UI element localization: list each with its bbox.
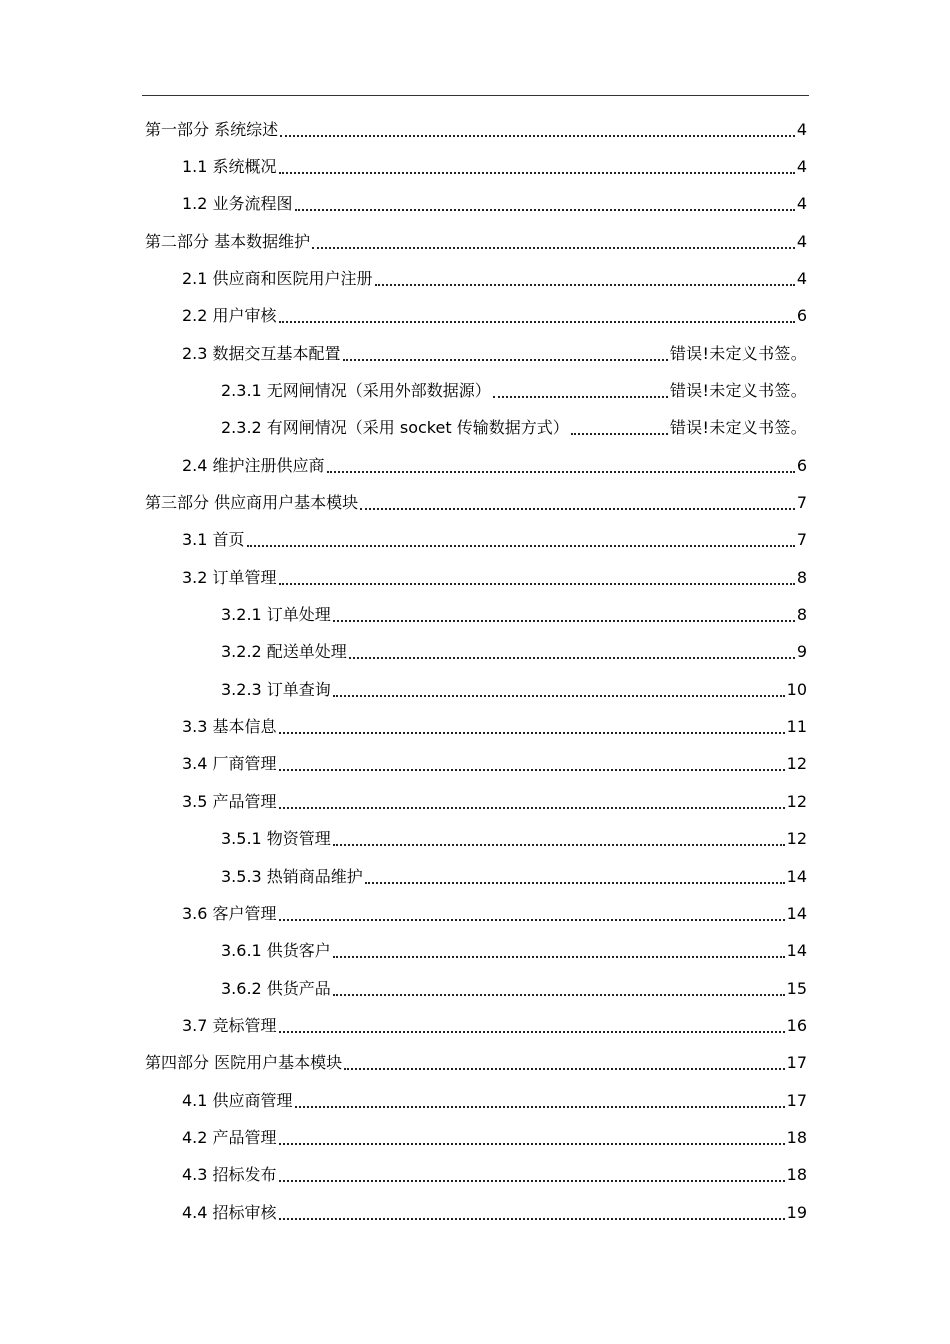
toc-entry[interactable]	[145, 485, 807, 522]
toc-entry[interactable]	[182, 783, 807, 820]
toc-entry-title: 第四部分 医院用户基本模块	[145, 1053, 343, 1073]
toc-dot-leader	[493, 380, 668, 398]
toc-page-number: 12	[786, 791, 807, 811]
toc-dot-leader	[312, 231, 795, 249]
toc-page-number: 18	[786, 1127, 807, 1147]
toc-dot-leader	[279, 1127, 785, 1145]
toc-page-number: 7	[796, 530, 807, 550]
toc-entry-title: 2.3.2 有网闸情况（采用 socket 传输数据方式）	[221, 418, 569, 438]
toc-dot-leader	[571, 417, 668, 435]
toc-page-number: 11	[786, 717, 807, 737]
toc-dot-leader	[365, 866, 785, 884]
toc-page-number: 6	[796, 455, 807, 475]
toc-entry[interactable]	[221, 671, 807, 708]
toc-dot-leader	[279, 903, 785, 921]
toc-page-number: 10	[786, 679, 807, 699]
toc-page-number: 15	[786, 978, 807, 998]
toc-entry-title: 4.1 供应商管理	[182, 1090, 293, 1110]
toc-entry-title: 2.3.1 无网闸情况（采用外部数据源）	[221, 380, 491, 400]
toc-dot-leader	[279, 567, 795, 585]
toc-page-number: 4	[796, 194, 807, 214]
toc-entry[interactable]	[182, 1007, 807, 1044]
toc-page-number: 16	[786, 1015, 807, 1035]
toc-entry-title: 第一部分 系统综述	[145, 119, 279, 139]
toc-entry[interactable]	[221, 933, 807, 970]
toc-entry[interactable]	[182, 522, 807, 559]
toc-entry-title: 3.5 产品管理	[182, 791, 277, 811]
toc-dot-leader	[375, 268, 795, 286]
toc-dot-leader	[247, 529, 795, 547]
toc-entry-title: 3.5.3 热销商品维护	[221, 866, 363, 886]
toc-page-number: 17	[786, 1053, 807, 1073]
toc-entry[interactable]	[182, 298, 807, 335]
toc-entry[interactable]	[221, 970, 807, 1007]
toc-entry[interactable]	[182, 709, 807, 746]
toc-entry-title: 3.6.2 供货产品	[221, 978, 331, 998]
toc-entry[interactable]	[145, 1045, 807, 1082]
toc-page-number: 4	[796, 156, 807, 176]
toc-entry-title: 3.2.1 订单处理	[221, 605, 331, 625]
toc-page-number: 错误!未定义书签。	[669, 380, 807, 400]
toc-entry-title: 3.2 订单管理	[182, 567, 277, 587]
toc-dot-leader	[279, 753, 785, 771]
toc-entry[interactable]	[182, 1194, 807, 1231]
toc-page-number: 7	[796, 493, 807, 512]
toc-dot-leader	[333, 604, 795, 622]
toc-dot-leader	[279, 1164, 785, 1182]
toc-dot-leader	[349, 641, 795, 659]
toc-page-number: 17	[786, 1090, 807, 1110]
toc-dot-leader	[333, 679, 785, 697]
toc-entry-title: 2.3 数据交互基本配置	[182, 343, 341, 363]
toc-entry[interactable]	[182, 895, 807, 932]
toc-entry[interactable]	[145, 111, 807, 148]
toc-page-number: 18	[786, 1165, 807, 1185]
toc-entry-title: 3.5.1 物资管理	[221, 829, 331, 849]
toc-entry[interactable]	[182, 447, 807, 484]
toc-dot-leader	[333, 940, 785, 958]
toc-entry[interactable]	[182, 186, 807, 223]
toc-page-number: 9	[796, 642, 807, 662]
toc-page-number: 14	[786, 941, 807, 961]
toc-entry[interactable]	[182, 559, 807, 596]
toc-entry[interactable]	[145, 223, 807, 260]
toc-dot-leader	[295, 193, 795, 211]
toc-entry-title: 3.2.3 订单查询	[221, 679, 331, 699]
toc-dot-leader	[279, 716, 785, 734]
toc-page-number: 8	[796, 605, 807, 625]
toc-entry-title: 1.1 系统概况	[182, 156, 277, 176]
toc-page-number: 4	[796, 119, 807, 139]
toc-entry[interactable]	[221, 634, 807, 671]
toc-entry-title: 3.2.2 配送单处理	[221, 642, 347, 662]
toc-entry[interactable]	[182, 746, 807, 783]
toc-entry-title: 3.6 客户管理	[182, 903, 277, 923]
toc-entry-title: 2.4 维护注册供应商	[182, 455, 325, 475]
toc-entry-title: 第二部分 基本数据维护	[145, 231, 311, 251]
toc-entry-title: 4.2 产品管理	[182, 1127, 277, 1147]
toc-dot-leader	[279, 156, 795, 174]
toc-entry[interactable]	[221, 821, 807, 858]
toc-entry-title: 第三部分 供应商用户基本模块	[145, 493, 359, 512]
toc-dot-leader	[333, 828, 785, 846]
toc-entry-title: 3.4 厂商管理	[182, 754, 277, 774]
toc-entry[interactable]	[182, 335, 807, 372]
toc-entry-title: 3.1 首页	[182, 530, 245, 550]
toc-entry-title: 3.3 基本信息	[182, 717, 277, 737]
toc-page-number: 19	[786, 1202, 807, 1222]
toc-dot-leader	[279, 791, 785, 809]
toc-dot-leader	[279, 1202, 785, 1220]
toc-dot-leader	[295, 1090, 785, 1108]
toc-entry[interactable]	[182, 260, 807, 297]
toc-entry-title: 3.6.1 供货客户	[221, 941, 331, 961]
toc-page-number: 6	[796, 306, 807, 326]
toc-entry[interactable]	[182, 1119, 807, 1156]
toc-entry[interactable]	[221, 372, 807, 409]
toc-page-number: 12	[786, 754, 807, 774]
toc-page-number: 错误!未定义书签。	[669, 418, 807, 438]
toc-entry[interactable]	[221, 410, 807, 447]
toc-entry-title: 2.2 用户审核	[182, 306, 277, 326]
toc-dot-leader	[343, 343, 668, 361]
toc-entry-title: 4.3 招标发布	[182, 1165, 277, 1185]
toc-dot-leader	[333, 978, 785, 996]
toc-dot-leader	[280, 119, 795, 137]
toc-entry-title: 4.4 招标审核	[182, 1202, 277, 1222]
toc-entry[interactable]	[182, 148, 807, 185]
toc-entry-title: 1.2 业务流程图	[182, 194, 293, 214]
toc-entry-title: 2.1 供应商和医院用户注册	[182, 268, 373, 288]
toc-entry-title: 3.7 竞标管理	[182, 1015, 277, 1035]
toc-entry[interactable]	[182, 1157, 807, 1194]
toc-dot-leader	[344, 1052, 785, 1070]
toc-dot-leader	[279, 305, 795, 323]
toc-dot-leader	[327, 455, 795, 473]
header-rule	[142, 95, 809, 96]
toc-page-number: 8	[796, 567, 807, 587]
toc-entry[interactable]	[182, 1082, 807, 1119]
toc-page-number: 14	[786, 866, 807, 886]
toc-entry[interactable]	[221, 597, 807, 634]
toc-dot-leader	[279, 1015, 785, 1033]
toc-page-number: 错误!未定义书签。	[669, 343, 807, 363]
toc-page-number: 4	[796, 268, 807, 288]
toc-page-number: 12	[786, 829, 807, 849]
toc-dot-leader	[360, 492, 795, 510]
toc-entry[interactable]	[221, 858, 807, 895]
toc-page-number: 14	[786, 903, 807, 923]
toc-page-number: 4	[796, 231, 807, 251]
